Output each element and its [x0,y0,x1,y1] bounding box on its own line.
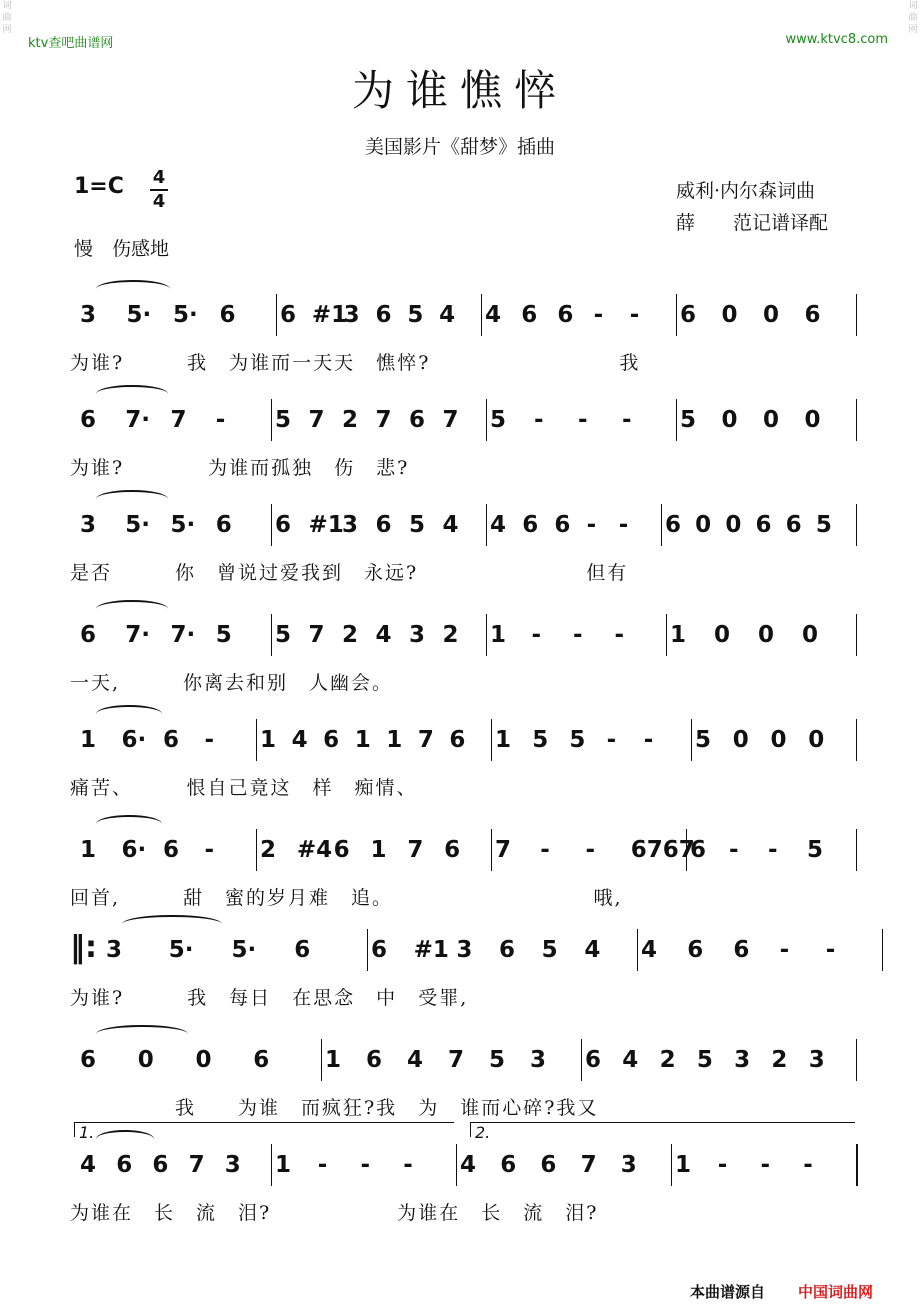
note: 7 [407,837,424,863]
note: 5 [695,727,712,753]
credit-translator: 薛 范记谱译配 [676,212,829,234]
note: 3 [343,302,360,328]
note: - [614,622,625,648]
note: 2 [442,622,459,648]
note: 6 [333,837,350,863]
note: 0 [763,302,780,328]
footer-source-site[interactable]: 中国词曲网 [798,1283,874,1301]
note: 6 [687,937,704,963]
note: 6 [152,1152,169,1178]
slur [96,1025,188,1043]
note: 7 [375,407,392,433]
note: - [622,407,632,433]
bar-line [276,294,277,336]
note: 6 [219,302,236,328]
note: 6 [557,302,574,328]
time-signature-bottom: 4 [152,191,166,212]
note: 7 [170,407,187,433]
bar-line [271,399,272,441]
note: 2 [659,1047,676,1073]
note: 4 [291,727,308,753]
note: 7· [170,622,196,648]
note: 0 [763,407,780,433]
note: 7 [495,837,512,863]
score-system [70,395,870,495]
bar-line [637,929,638,971]
note: 6 [585,1047,602,1073]
note: 1 [325,1047,342,1073]
note: - [215,407,226,433]
note: 4 [622,1047,639,1073]
watermark-left: 词曲网 [2,1,12,35]
note: 0 [725,512,742,538]
slur [122,915,222,933]
lyric-line: 痛苦、 恨自己竟这 样 痴情、 [70,777,418,799]
note: 2 [342,622,359,648]
bar-line [271,504,272,546]
note: 6 [804,302,821,328]
note: 6 [116,1152,133,1178]
slur [96,705,162,723]
bar-line [581,1039,582,1081]
note: 0 [714,622,731,648]
note: 1 [275,1152,292,1178]
note: 4 [442,512,459,538]
note: 6 [521,302,538,328]
note: 7 [580,1152,597,1178]
note: - [606,727,617,753]
note: 5 [541,937,558,963]
note: - [403,1152,413,1178]
note: 5 [489,1047,506,1073]
note: 2 [342,407,359,433]
note: 5 [275,407,292,433]
bar-line [256,829,257,871]
note: - [717,1152,728,1178]
lyric-line: 我 为谁 而疯狂?我 为 谁而心碎?我又 [70,1097,599,1119]
note: 6 [375,512,392,538]
score-system [70,1123,870,1240]
note: 5· [170,512,196,538]
note: 6· [121,837,147,863]
note: 7· [125,622,150,648]
note: 5 [807,837,824,863]
note: 0 [721,302,738,328]
bar-line [456,1144,457,1186]
note: 1 [386,727,403,753]
note: - [204,837,215,863]
note: - [540,837,550,863]
header-site-name[interactable]: ktv查吧曲谱网 [28,36,114,51]
lyric-line: 为谁? 我 每日 在思念 中 受罪, [70,987,469,1009]
bar-line [856,829,857,871]
score-system [70,925,870,1025]
note: - [729,837,739,863]
note: 4 [584,937,601,963]
score-system [70,610,870,710]
note: 4 [439,302,456,328]
note: 0 [808,727,825,753]
note: 3 [106,937,123,963]
lyric-line: 为谁在 长 流 泪? 为谁在 长 流 泪? [70,1202,599,1224]
bar-line [367,929,368,971]
bar-line [271,614,272,656]
note: 6 [755,512,772,538]
note: 3 [224,1152,241,1178]
note: 1 [80,727,97,753]
repeat-start-sign: ‖: [70,930,97,965]
song-subtitle: 美国影片《甜梦》插曲 [364,136,555,158]
note: 6 [500,1152,517,1178]
note: 4 [485,302,502,328]
slur [96,600,168,618]
note: 5 [490,407,507,433]
time-signature [148,168,170,212]
note: - [803,1152,813,1178]
note: 0 [732,727,749,753]
score-system [70,715,870,815]
note: 6 [366,1047,383,1073]
lyric-line: 为谁? 我 为谁而一天天 憔悴? 我 [70,352,641,374]
note: 7 [417,727,434,753]
bar-line [486,614,487,656]
note: 6 [80,1047,97,1073]
note: 6 [554,512,571,538]
note: 6 [733,937,750,963]
note: 5 [815,512,832,538]
bar-line [856,614,857,656]
note: 6 [444,837,461,863]
note: 1 [495,727,512,753]
note: 6 [215,512,232,538]
note: 4 [375,622,392,648]
note: 0 [802,622,819,648]
slur [96,385,168,403]
note: 6 [275,512,292,538]
note: 6 [680,302,697,328]
note: - [825,937,836,963]
note: 6· [121,727,147,753]
note: 5· [126,302,152,328]
bar-line [321,1039,322,1081]
bar-line [856,294,857,336]
note: 5· [168,937,194,963]
time-signature-top: 4 [152,167,166,188]
note: #4 [296,837,333,863]
note: 7 [308,622,325,648]
bar-line [481,294,482,336]
note: #1 [311,302,348,328]
note: 5 [409,512,426,538]
note: 3 [734,1047,751,1073]
note: - [578,407,588,433]
note: 3 [80,302,97,328]
note: 1 [490,622,507,648]
bar-line [491,719,492,761]
note: 1 [670,622,687,648]
note: 6 [253,1047,270,1073]
note: 6 [449,727,466,753]
note: - [629,302,640,328]
note: - [204,727,215,753]
song-title: 为谁憔悴 [351,66,568,115]
header-site-url[interactable]: www.ktvc8.com [785,32,888,47]
note: 6 [163,727,180,753]
bar-line [676,294,677,336]
bar-line [856,1144,858,1186]
slur [96,280,170,298]
lyric-line: 一天, 你离去和别 人幽会。 [70,672,394,694]
note: 5 [407,302,424,328]
bar-line [256,719,257,761]
credit-composer: 威利·内尔森词曲 [676,180,816,202]
note: 6 [522,512,539,538]
note: 6 [80,407,97,433]
note: 0 [195,1047,212,1073]
slur [96,490,168,508]
note: 6 [80,622,97,648]
score-system [70,290,870,390]
note: 3 [342,512,359,538]
note: 3 [409,622,426,648]
note: 5· [125,512,150,538]
bar-line [686,829,687,871]
bar-line [856,719,857,761]
note: 0 [721,407,738,433]
note: 1 [370,837,387,863]
note: 5 [532,727,549,753]
note: 0 [137,1047,154,1073]
note: - [779,937,790,963]
bar-line [856,1039,857,1081]
note: 3 [808,1047,825,1073]
note: 5· [173,302,198,328]
volta-second-ending: 2. [470,1122,855,1137]
note: 5 [680,407,697,433]
note: - [768,837,778,863]
note: 4 [641,937,658,963]
note: 6 [163,837,180,863]
score-system [70,825,870,925]
note: 5 [696,1047,713,1073]
lyric-line: 回首, 甜 蜜的岁月难 追。 哦, [70,887,623,909]
note: 6 [690,837,707,863]
note: 7 [188,1152,205,1178]
note: 6 [665,512,682,538]
note: 0 [770,727,787,753]
note: 3 [620,1152,637,1178]
note: 7· [125,407,150,433]
bar-line [486,504,487,546]
bar-line [271,1144,272,1186]
note: 6 [785,512,802,538]
slur [96,815,162,833]
bar-line [676,399,677,441]
note: - [360,1152,371,1178]
bar-line [486,399,487,441]
note: 5· [231,937,257,963]
bar-line [661,504,662,546]
note: #1 [308,512,344,538]
bar-line [666,614,667,656]
note: 1 [80,837,97,863]
lyric-line: 是否 你 曾说过爱我到 永远? 但有 [70,562,629,584]
footer-source-label: 本曲谱源自 [690,1283,766,1301]
note: - [618,512,629,538]
note: 2 [260,837,277,863]
note: - [585,837,596,863]
note: #1 [413,937,449,963]
note: - [531,622,542,648]
bar-line [671,1144,672,1186]
note: 5 [569,727,586,753]
note: 3 [80,512,97,538]
note: - [593,302,604,328]
score-system [70,500,870,600]
note: 0 [758,622,775,648]
bar-line [882,929,883,971]
note: 0 [804,407,821,433]
note: 1 [260,727,277,753]
note: 6 [499,937,516,963]
note: 5 [215,622,232,648]
bar-line [691,719,692,761]
note: 6 [294,937,311,963]
bar-line [491,829,492,871]
note: 7 [308,407,325,433]
note: 0 [695,512,712,538]
note: 1 [354,727,371,753]
note: 4 [490,512,507,538]
note: 3 [530,1047,547,1073]
note: - [586,512,597,538]
note: - [317,1152,328,1178]
note: 4 [80,1152,97,1178]
note: 1 [675,1152,692,1178]
note: 3 [456,937,473,963]
bar-line [856,504,857,546]
watermark-right: 词曲网 [908,1,918,35]
note: 6 [323,727,340,753]
tempo-marking: 慢 伤感地 [74,238,170,260]
note: - [534,407,544,433]
note: 7 [448,1047,465,1073]
note: - [760,1152,771,1178]
bar-line [856,399,857,441]
score-system [70,1035,870,1135]
note: 6 [280,302,297,328]
note: 6767 [630,837,695,863]
note: 4 [407,1047,424,1073]
note: 6 [375,302,392,328]
note: - [643,727,654,753]
note: 7 [442,407,459,433]
note: 6 [540,1152,557,1178]
note: 5 [275,622,292,648]
key-signature: 1=C [74,174,124,199]
note: 2 [771,1047,788,1073]
volta-first-ending: 1. [74,1122,454,1137]
note: 6 [371,937,388,963]
note: 6 [409,407,426,433]
note: - [573,622,583,648]
note: 4 [460,1152,477,1178]
lyric-line: 为谁? 为谁而孤独 伤 悲? [70,457,410,479]
